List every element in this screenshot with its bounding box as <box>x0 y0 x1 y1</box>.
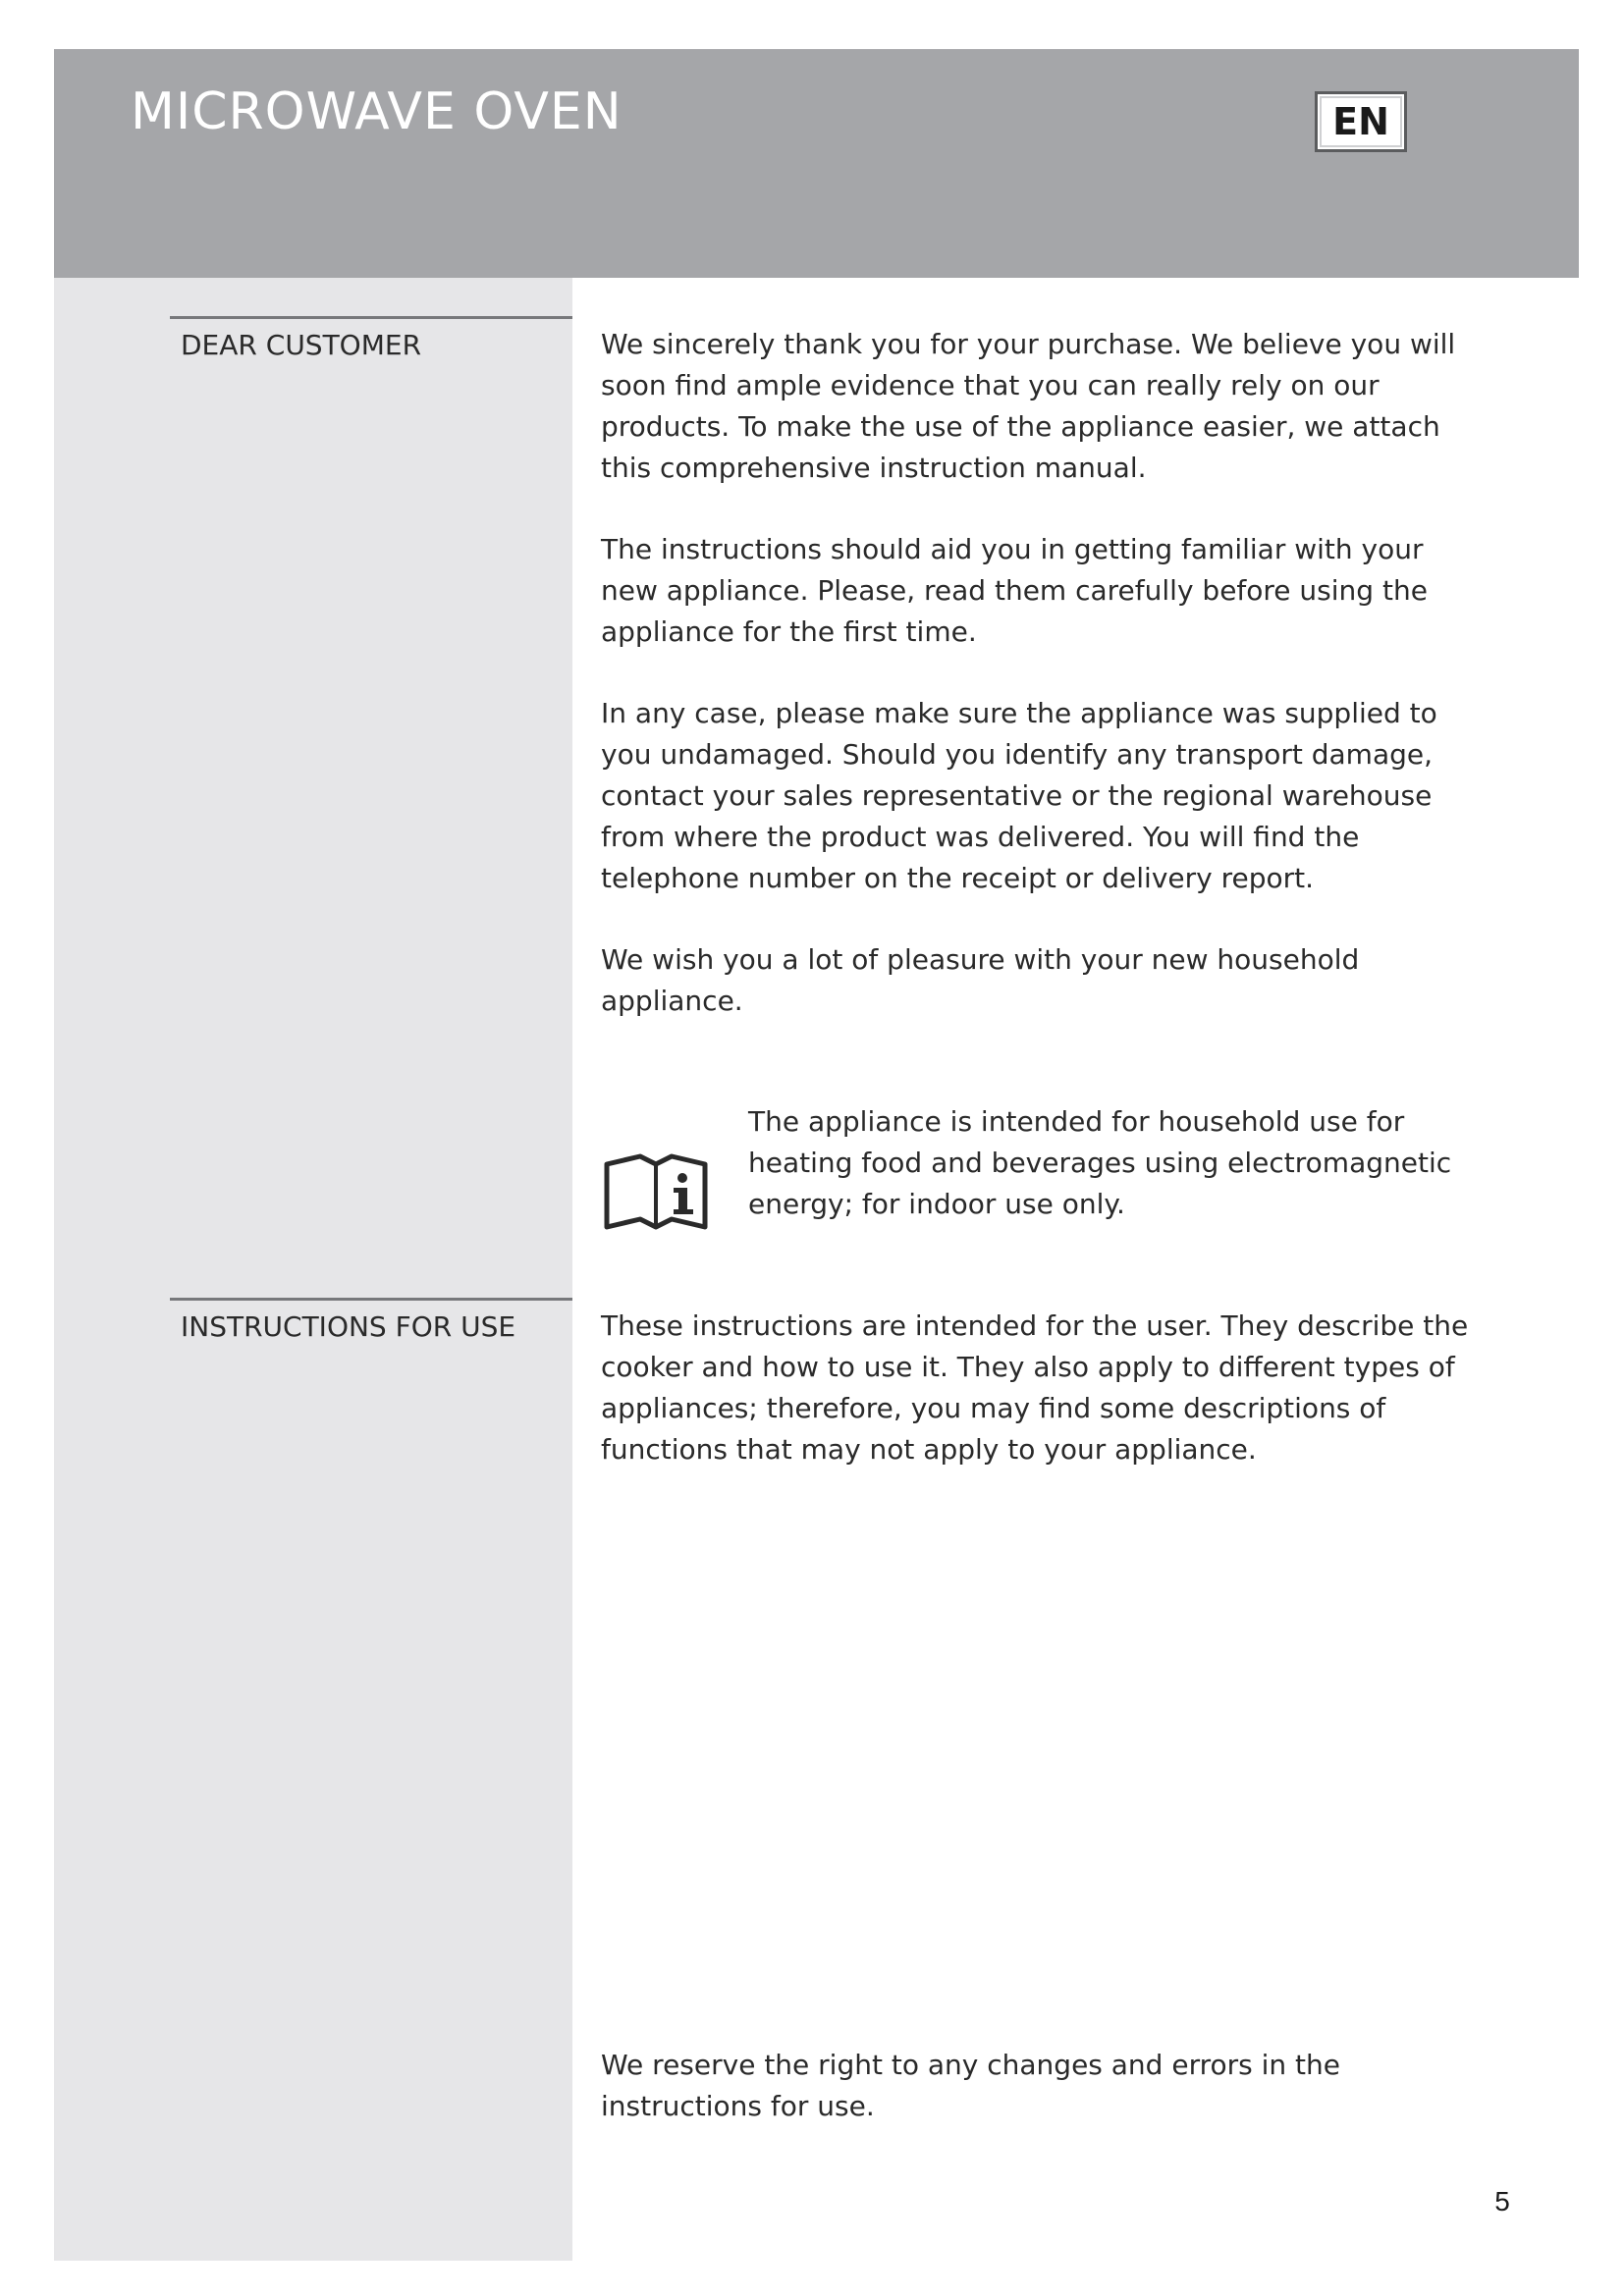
section-divider-dear-customer <box>170 316 572 319</box>
paragraph: These instructions are intended for the user. They describe the cooker and how to use it. They also apply to different types of appliances; therefore, you may find some descriptions of functions that may not apply to your appliance. <box>601 1309 1469 1466</box>
section-label-instructions: INSTRUCTIONS FOR USE <box>181 1310 516 1343</box>
section-divider-instructions <box>170 1298 572 1301</box>
section-body-instructions <box>601 1306 1485 1470</box>
info-note <box>601 1101 1485 1239</box>
paragraph: We sincerely thank you for your purchase. We believe you will soon find ample evidence that you can really rely on our products. To make the use of the appliance easier, we attach this comprehensive instruction manual. <box>601 328 1456 484</box>
paragraph: We wish you a lot of pleasure with your new household appliance. <box>601 943 1360 1017</box>
section-body-dear-customer <box>601 324 1485 1022</box>
page-number: 5 <box>1494 2186 1510 2216</box>
paragraph: The instructions should aid you in getting familiar with your new appliance. Please, read them carefully before using the appliance for the first time. <box>601 533 1428 648</box>
paragraph: In any case, please make sure the appliance was supplied to you undamaged. Should you identify any transport damage, contact your sales representative or the regional warehouse from where the product was delivered. You will find the telephone number on the receipt or delivery report. <box>601 697 1437 894</box>
document-title: MICROWAVE OVEN <box>131 82 623 141</box>
left-sidebar <box>54 278 572 2261</box>
section-label-dear-customer: DEAR CUSTOMER <box>181 329 422 361</box>
manual-info-icon <box>601 1150 711 1233</box>
language-badge: EN <box>1315 91 1407 152</box>
disclaimer: We reserve the right to any changes and errors in the instructions for use. <box>601 2049 1341 2122</box>
note-text: The appliance is intended for household use for heating food and beverages using electromagnetic energy; for indoor use only. <box>748 1105 1452 1220</box>
